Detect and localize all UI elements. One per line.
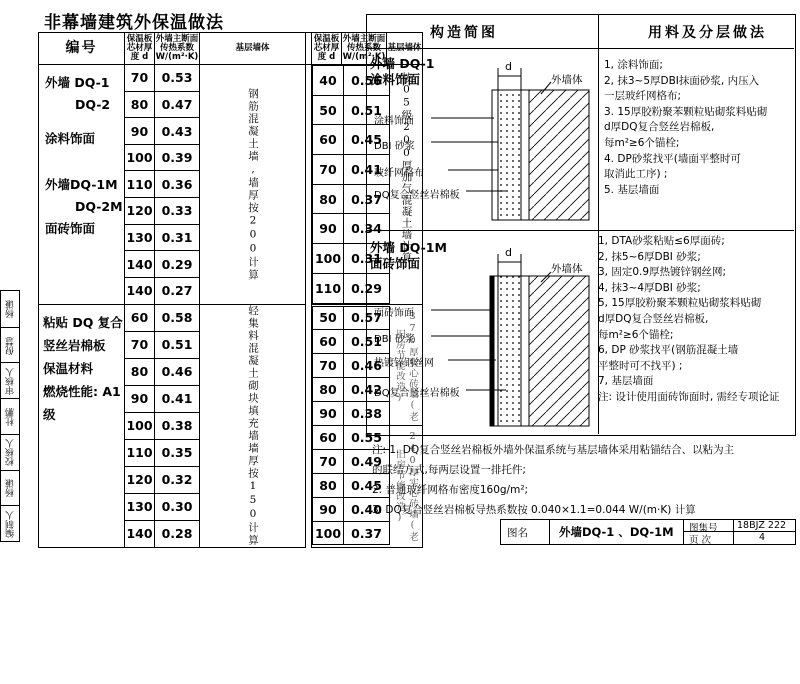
thickness-cell: 70 bbox=[125, 65, 155, 92]
callout-board: DQ复合竖丝岩棉板 bbox=[374, 190, 460, 201]
rvalue-cell: 0.34 bbox=[344, 214, 390, 244]
rvalue-cell: 0.32 bbox=[155, 466, 200, 493]
thickness-cell: 90 bbox=[125, 118, 155, 145]
rvalue-cell: 0.41 bbox=[155, 385, 200, 412]
thickness-cell: 100 bbox=[125, 144, 155, 171]
table-row bbox=[39, 304, 423, 331]
page-label: 页 次 bbox=[689, 535, 712, 546]
rvalue-cell: 0.43 bbox=[155, 118, 200, 145]
step-item: 7, 基层墙面 bbox=[598, 375, 654, 388]
thickness-cell: 50 bbox=[313, 306, 344, 330]
strip-cell: 倪慧 bbox=[1, 327, 19, 364]
set-number: 18BJZ 222 bbox=[737, 520, 787, 531]
rvalue-cell: 0.35 bbox=[155, 439, 200, 466]
col-header-base: 基层墙体 bbox=[200, 33, 306, 65]
thickness-cell: 70 bbox=[125, 331, 155, 358]
thickness-cell: 120 bbox=[125, 466, 155, 493]
callout-tile: 面砖饰面 bbox=[374, 308, 414, 319]
callout-steel-mesh: 热镀锌钢丝网 bbox=[374, 358, 434, 369]
section1-title: 外墙 DQ-1 涂料饰面 bbox=[370, 56, 435, 87]
rvalue-cell: 0.46 bbox=[155, 358, 200, 385]
fig-label: 图名 bbox=[507, 527, 528, 539]
thickness-cell: 120 bbox=[125, 198, 155, 225]
thickness-cell: 100 bbox=[313, 244, 344, 274]
rvalue-cell: 0.42 bbox=[344, 378, 390, 402]
footnotes bbox=[372, 440, 734, 520]
thickness-cell: 60 bbox=[313, 330, 344, 354]
rvalue-cell: 0.58 bbox=[155, 304, 200, 331]
rvalue-cell: 0.56 bbox=[344, 66, 390, 96]
rvalue-cell: 0.47 bbox=[155, 91, 200, 118]
strip-cell: 杜鹏 bbox=[1, 398, 19, 435]
set-label: 图集号 bbox=[689, 523, 718, 534]
strip-cell: 杨谦 bbox=[1, 470, 19, 507]
signature-strip bbox=[0, 290, 20, 542]
rvalue-cell: 0.51 bbox=[344, 95, 390, 125]
thickness-cell: 100 bbox=[313, 521, 344, 545]
thickness-cell: 130 bbox=[125, 224, 155, 251]
thickness-cell: 90 bbox=[313, 214, 344, 244]
step-item: 平整时可不找平) ; bbox=[598, 359, 683, 372]
svg-text:外墙体: 外墙体 bbox=[551, 74, 583, 86]
section2-steps bbox=[598, 234, 780, 406]
step-item: 5, 15厚胶粉聚苯颗粒贴砌浆料贴砌 bbox=[598, 297, 762, 310]
strip-cell: 校核人 bbox=[1, 434, 19, 471]
thickness-cell: 110 bbox=[125, 171, 155, 198]
group2-note-240: 240厚实心砖墙(老旧房节能改造) bbox=[394, 430, 418, 542]
thickness-cell: 80 bbox=[125, 91, 155, 118]
step-item: d厚DQ复合竖丝岩棉板, bbox=[598, 312, 709, 325]
col-header-rvalue: 外墙主断面传热系数 W/(m²·K) bbox=[155, 33, 200, 65]
strip-cell: 编制人 bbox=[1, 505, 19, 542]
section1-steps bbox=[604, 58, 767, 198]
rvalue-cell: 0.31 bbox=[155, 224, 200, 251]
thickness-cell: 50 bbox=[313, 95, 344, 125]
rvalue-cell: 0.38 bbox=[344, 402, 390, 426]
group2-label: 粘贴 DQ 复合 竖丝岩棉板 保温材料 燃烧性能: A1级 bbox=[39, 304, 125, 547]
group1-label: 外墙 DQ-1 DQ-2 涂料饰面 外墙DQ-1M DQ-2M 面砖饰面 bbox=[39, 65, 125, 305]
thickness-cell: 110 bbox=[313, 273, 344, 303]
thickness-cell: 100 bbox=[125, 412, 155, 439]
callout-dbi: DBI 砂浆 bbox=[374, 141, 415, 152]
thickness-cell: 90 bbox=[313, 497, 344, 521]
rvalue-cell: 0.49 bbox=[344, 449, 390, 473]
callout-dbi-2: DBI 砂浆 bbox=[374, 334, 415, 345]
group1-right-note: 按05级200厚加气混凝土墙计算 bbox=[400, 71, 413, 263]
rvalue-cell: 0.40 bbox=[344, 497, 390, 521]
rvalue-cell: 0.41 bbox=[344, 155, 390, 185]
step-item: 6, DP 砂浆找平(钢筋混凝土墙 bbox=[598, 344, 739, 357]
dim-d: d bbox=[505, 60, 512, 73]
rvalue-cell: 0.46 bbox=[344, 354, 390, 378]
page-title: 非幕墙建筑外保温做法 bbox=[44, 13, 224, 33]
step-item: 1, 涂料饰面; bbox=[604, 59, 663, 71]
thickness-cell: 70 bbox=[313, 155, 344, 185]
thickness-cell: 80 bbox=[313, 473, 344, 497]
thickness-cell: 110 bbox=[125, 439, 155, 466]
step-item: 1, DTA砂浆粘贴≤6厚面砖; bbox=[598, 235, 725, 247]
thickness-cell: 90 bbox=[313, 402, 344, 426]
step-item: 2, 抹5~6厚DBI 砂浆; bbox=[598, 250, 701, 263]
header-diagram: 构造简图 bbox=[430, 25, 498, 41]
strip-cell: 杨谦 bbox=[5, 299, 16, 318]
fig-name: 外墙DQ-1 、DQ-1M bbox=[559, 525, 674, 539]
table-row bbox=[39, 65, 423, 92]
step-item: 5. 基层墙面 bbox=[604, 183, 660, 196]
page-number: 4 bbox=[759, 532, 766, 543]
callout-board-2: DQ复合竖丝岩棉板 bbox=[374, 388, 460, 399]
col-header-code: 编号 bbox=[39, 33, 125, 65]
step-item: d厚DQ复合竖丝岩棉板, bbox=[604, 121, 715, 134]
footnote-line: 注: 1. DQ复合竖丝岩棉板外墙外保温系统与基层墙体采用粘锚结合、以粘为主 bbox=[372, 444, 735, 456]
thickness-cell: 70 bbox=[313, 354, 344, 378]
rvalue-cell: 0.38 bbox=[155, 412, 200, 439]
rvalue-cell: 0.33 bbox=[155, 198, 200, 225]
rvalue-cell: 0.39 bbox=[155, 144, 200, 171]
thickness-cell: 60 bbox=[313, 426, 344, 450]
footnote-line: 的联结方式,每两层设置一排托件; bbox=[372, 464, 526, 476]
svg-text:外墙体: 外墙体 bbox=[551, 263, 583, 275]
callout-finish: 涂料饰面 bbox=[374, 116, 414, 127]
header-materials: 用料及分层做法 bbox=[648, 25, 767, 41]
callout-mesh: 玻纤网格布 bbox=[374, 168, 424, 179]
step-item: 一层玻纤网格布; bbox=[604, 90, 682, 103]
rvalue-cell: 0.45 bbox=[344, 125, 390, 155]
thickness-cell: 140 bbox=[125, 251, 155, 278]
col-header-base-2: 基层墙体 bbox=[387, 33, 423, 65]
rvalue-cell: 0.37 bbox=[344, 184, 390, 214]
thickness-cell: 60 bbox=[313, 125, 344, 155]
step-item: 3. 15厚胶粉聚苯颗粒贴砌浆料贴砌 bbox=[604, 105, 768, 118]
svg-text:d: d bbox=[505, 246, 512, 259]
rvalue-cell: 0.57 bbox=[344, 306, 390, 330]
rvalue-cell: 0.30 bbox=[155, 493, 200, 520]
step-item: 4, 抹3~4厚DBI 砂浆; bbox=[598, 281, 701, 294]
rvalue-cell: 0.28 bbox=[155, 520, 200, 547]
rvalue-cell: 0.37 bbox=[344, 521, 390, 545]
title-block bbox=[500, 519, 796, 545]
group2-base-wall: 轻集料混凝土砌块填充墙墙厚按150计算 bbox=[200, 304, 306, 547]
thickness-cell: 80 bbox=[313, 378, 344, 402]
thickness-cell: 80 bbox=[125, 358, 155, 385]
thickness-cell: 70 bbox=[313, 449, 344, 473]
col-header-rvalue-2: 外墙主断面传热系数 W/(m²·K) bbox=[342, 33, 387, 65]
step-item: 取消此工序) ; bbox=[604, 168, 668, 181]
thickness-cell: 60 bbox=[125, 304, 155, 331]
step-item: 每m²≥6个锚栓; bbox=[598, 328, 674, 341]
rvalue-cell: 0.27 bbox=[155, 277, 200, 304]
rvalue-cell: 0.29 bbox=[344, 273, 390, 303]
rvalue-cell: 0.36 bbox=[155, 171, 200, 198]
rvalue-cell: 0.29 bbox=[155, 251, 200, 278]
thickness-cell: 40 bbox=[313, 66, 344, 96]
rvalue-cell: 0.55 bbox=[344, 426, 390, 450]
rvalue-cell: 0.45 bbox=[344, 473, 390, 497]
footnote-line: 3. DQ复合竖丝岩棉板导热系数按 0.040×1.1=0.044 W/(m·K) 计算 bbox=[372, 504, 696, 516]
thickness-cell: 90 bbox=[125, 385, 155, 412]
col-header-thickness: 保温板芯材厚度 d bbox=[125, 33, 155, 65]
section2-title: 外墙 DQ-1M 面砖饰面 bbox=[370, 240, 447, 271]
rvalue-cell: 0.51 bbox=[344, 330, 390, 354]
thickness-cell: 80 bbox=[313, 184, 344, 214]
step-item: 3, 固定0.9厚热镀锌钢丝网; bbox=[598, 266, 727, 279]
step-item: 2, 抹3~5厚DBI抹面砂浆, 内压入 bbox=[604, 74, 760, 87]
step-item: 每m²≥6个锚栓; bbox=[604, 136, 680, 149]
thickness-cell: 130 bbox=[125, 493, 155, 520]
rvalue-cell: 0.53 bbox=[155, 65, 200, 92]
thickness-cell: 140 bbox=[125, 520, 155, 547]
rvalue-cell: 0.31 bbox=[344, 244, 390, 274]
group1-base-wall: 钢筋混凝土墙,墙厚按200计算 bbox=[200, 65, 306, 305]
strip-cell: 审核人 bbox=[1, 362, 19, 399]
step-item: 注: 设计使用面砖饰面时, 需经专项论证 bbox=[598, 390, 780, 403]
step-item: 4. DP砂浆找平(墙面平整时可 bbox=[604, 152, 741, 165]
group2-note-370: 370厚实心砖墙(老旧房节能改造) bbox=[390, 306, 423, 425]
footnote-line: 2. 普通玻纤网格布密度160g/m²; bbox=[372, 484, 529, 496]
rvalue-cell: 0.51 bbox=[155, 331, 200, 358]
col-header-thickness-2: 保温板芯材厚度 d bbox=[312, 33, 342, 65]
thickness-cell: 140 bbox=[125, 277, 155, 304]
